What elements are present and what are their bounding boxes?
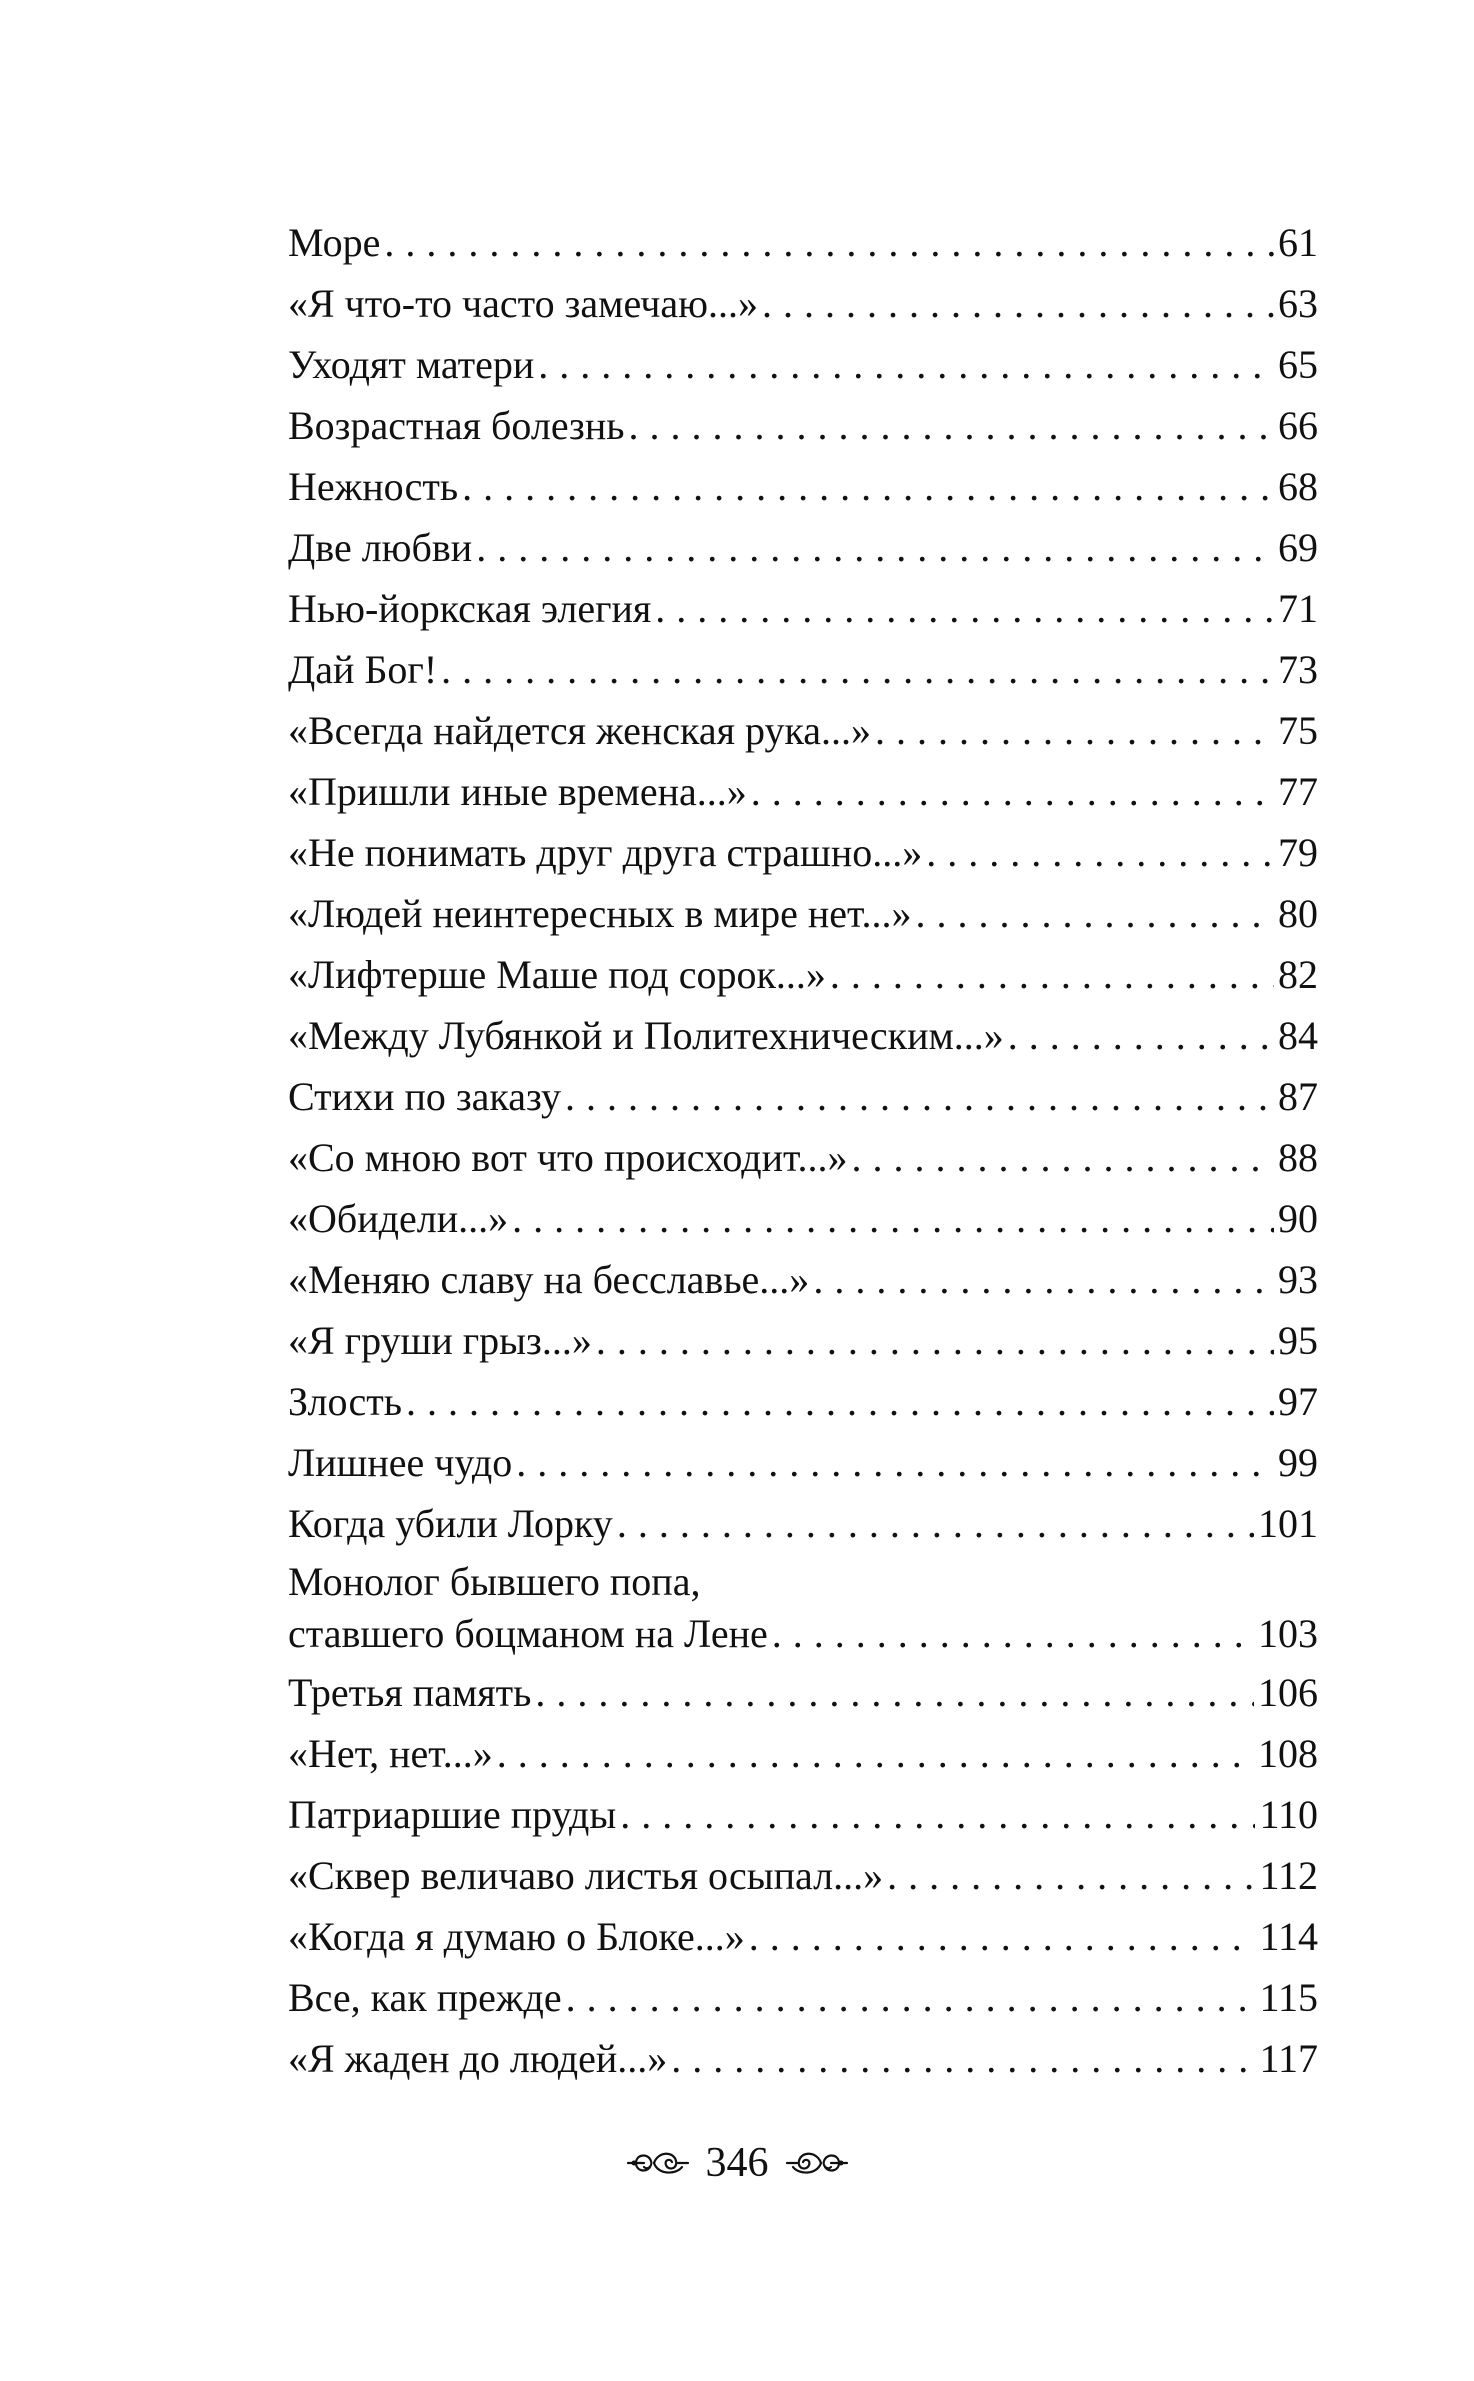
toc-page-number: 114 — [1259, 1914, 1318, 1959]
page-number: 346 — [705, 2140, 769, 2186]
toc-title: «Пришли иные времена...» — [288, 769, 747, 814]
toc-page-number: 110 — [1259, 1792, 1318, 1837]
dot-leader — [516, 1432, 1274, 1493]
toc-page-number: 80 — [1278, 891, 1318, 936]
toc-title: «Лифтерше Маше под сорок...» — [288, 952, 826, 997]
toc-title: Третья память — [288, 1670, 532, 1715]
toc-entry — [288, 212, 1318, 273]
toc-title: Нежность — [288, 464, 459, 509]
dot-leader — [596, 1310, 1274, 1371]
toc-entry — [288, 578, 1318, 639]
dot-leader — [565, 1066, 1274, 1127]
dot-leader — [655, 578, 1274, 639]
toc-page-number: 93 — [1278, 1257, 1318, 1302]
toc-entry — [288, 1906, 1318, 1967]
toc-entry — [288, 517, 1318, 578]
dot-leader — [915, 883, 1274, 944]
table-of-contents — [288, 212, 1318, 2089]
dot-leader — [512, 1188, 1274, 1249]
toc-title: «Не понимать друг друга страшно...» — [288, 830, 923, 875]
toc-title: «Обидели...» — [288, 1196, 509, 1241]
dot-leader — [772, 1606, 1254, 1662]
toc-entry — [288, 639, 1318, 700]
toc-entry — [288, 1662, 1318, 1723]
ornament-icon — [785, 2145, 849, 2181]
toc-title: Море — [288, 220, 381, 265]
toc-title: «Когда я думаю о Блоке...» — [288, 1914, 745, 1959]
toc-page-number: 61 — [1278, 220, 1318, 265]
toc-page-number: 69 — [1278, 525, 1318, 570]
toc-page-number: 65 — [1278, 342, 1318, 387]
toc-title-line2: ставшего боцманом на Лене — [288, 1611, 768, 1656]
toc-page-number: 73 — [1278, 647, 1318, 692]
toc-entry-second-line — [288, 1606, 1318, 1662]
toc-title: Две любви — [288, 525, 473, 570]
toc-page-number: 66 — [1278, 403, 1318, 448]
toc-entry — [288, 700, 1318, 761]
toc-title: «Я груши грыз...» — [288, 1318, 592, 1363]
dot-leader — [926, 822, 1274, 883]
dot-leader — [497, 1723, 1254, 1784]
toc-title: Лишнее чудо — [288, 1440, 513, 1485]
toc-entry — [288, 1188, 1318, 1249]
dot-leader — [751, 761, 1274, 822]
toc-entry — [288, 1784, 1318, 1845]
toc-entry — [288, 1249, 1318, 1310]
toc-title: Когда убили Лорку — [288, 1501, 613, 1546]
page-footer — [0, 2138, 1474, 2188]
toc-entry — [288, 2028, 1318, 2089]
toc-page-number: 112 — [1259, 1853, 1318, 1898]
toc-page-number: 103 — [1258, 1611, 1318, 1656]
dot-leader — [1008, 1005, 1274, 1066]
toc-title-line1: Монолог бывшего попа, — [288, 1559, 701, 1604]
toc-page-number: 84 — [1278, 1013, 1318, 1058]
toc-page-number: 95 — [1278, 1318, 1318, 1363]
toc-page-number: 101 — [1258, 1501, 1318, 1546]
dot-leader — [538, 334, 1274, 395]
dot-leader — [384, 212, 1274, 273]
toc-entry — [288, 822, 1318, 883]
toc-entry — [288, 456, 1318, 517]
toc-page-number: 75 — [1278, 708, 1318, 753]
toc-entry — [288, 1310, 1318, 1371]
toc-title: «Сквер величаво листья осыпал...» — [288, 1853, 884, 1898]
dot-leader — [749, 1906, 1256, 1967]
toc-title: «Нет, нет...» — [288, 1731, 493, 1776]
toc-title: Уходят матери — [288, 342, 535, 387]
toc-page-number: 87 — [1278, 1074, 1318, 1119]
toc-entry — [288, 883, 1318, 944]
toc-title: Все, как прежде — [288, 1975, 562, 2020]
toc-page-number: 117 — [1259, 2036, 1318, 2081]
toc-entry — [288, 1493, 1318, 1554]
dot-leader — [566, 1967, 1256, 2028]
toc-entry — [288, 944, 1318, 1005]
toc-page-number: 82 — [1278, 952, 1318, 997]
toc-entry — [288, 1066, 1318, 1127]
toc-title: Возрастная болезнь — [288, 403, 625, 448]
toc-title: Стихи по заказу — [288, 1074, 561, 1119]
toc-page-number: 63 — [1278, 281, 1318, 326]
toc-page-number: 99 — [1278, 1440, 1318, 1485]
toc-page-number: 106 — [1258, 1670, 1318, 1715]
toc-page-number: 68 — [1278, 464, 1318, 509]
toc-page-number: 108 — [1258, 1731, 1318, 1776]
ornament-icon — [626, 2145, 690, 2181]
toc-page-number: 115 — [1259, 1975, 1318, 2020]
toc-entry — [288, 1967, 1318, 2028]
toc-title: «Между Лубянкой и Политехническим...» — [288, 1013, 1004, 1058]
toc-title: «Я жаден до людей...» — [288, 2036, 668, 2081]
dot-leader — [441, 639, 1274, 700]
toc-entry — [288, 1005, 1318, 1066]
toc-page-number: 77 — [1278, 769, 1318, 814]
toc-title: «Меняю славу на бесславье...» — [288, 1257, 810, 1302]
dot-leader — [476, 517, 1274, 578]
toc-title: «Со мною вот что происходит...» — [288, 1135, 848, 1180]
dot-leader — [671, 2028, 1255, 2089]
toc-title: Злость — [288, 1379, 402, 1424]
dot-leader — [535, 1662, 1254, 1723]
dot-leader — [620, 1784, 1255, 1845]
toc-entry — [288, 273, 1318, 334]
dot-leader — [875, 700, 1274, 761]
toc-title: «Людей неинтересных в мире нет...» — [288, 891, 912, 936]
toc-title: Нью-йоркская элегия — [288, 586, 652, 631]
toc-entry — [288, 1127, 1318, 1188]
dot-leader — [887, 1845, 1255, 1906]
toc-page-number: 90 — [1278, 1196, 1318, 1241]
toc-entry — [288, 334, 1318, 395]
toc-entry — [288, 1371, 1318, 1432]
dot-leader — [813, 1249, 1274, 1310]
dot-leader — [762, 273, 1274, 334]
toc-page-number: 71 — [1278, 586, 1318, 631]
toc-entry — [288, 761, 1318, 822]
toc-entry — [288, 1723, 1318, 1784]
toc-title: «Я что-то часто замечаю...» — [288, 281, 758, 326]
toc-entry — [288, 1432, 1318, 1493]
toc-title: Дай Бог! — [288, 647, 438, 692]
dot-leader — [462, 456, 1274, 517]
toc-title: Патриаршие пруды — [288, 1792, 617, 1837]
dot-leader — [830, 944, 1274, 1005]
dot-leader — [852, 1127, 1274, 1188]
toc-entry — [288, 395, 1318, 456]
toc-page-number: 79 — [1278, 830, 1318, 875]
toc-page-number: 97 — [1278, 1379, 1318, 1424]
toc-page-number: 88 — [1278, 1135, 1318, 1180]
dot-leader — [406, 1371, 1274, 1432]
toc-entry-multiline — [288, 1554, 1318, 1662]
dot-leader — [629, 395, 1274, 456]
toc-title: «Всегда найдется женская рука...» — [288, 708, 872, 753]
dot-leader — [617, 1493, 1254, 1554]
toc-entry — [288, 1845, 1318, 1906]
